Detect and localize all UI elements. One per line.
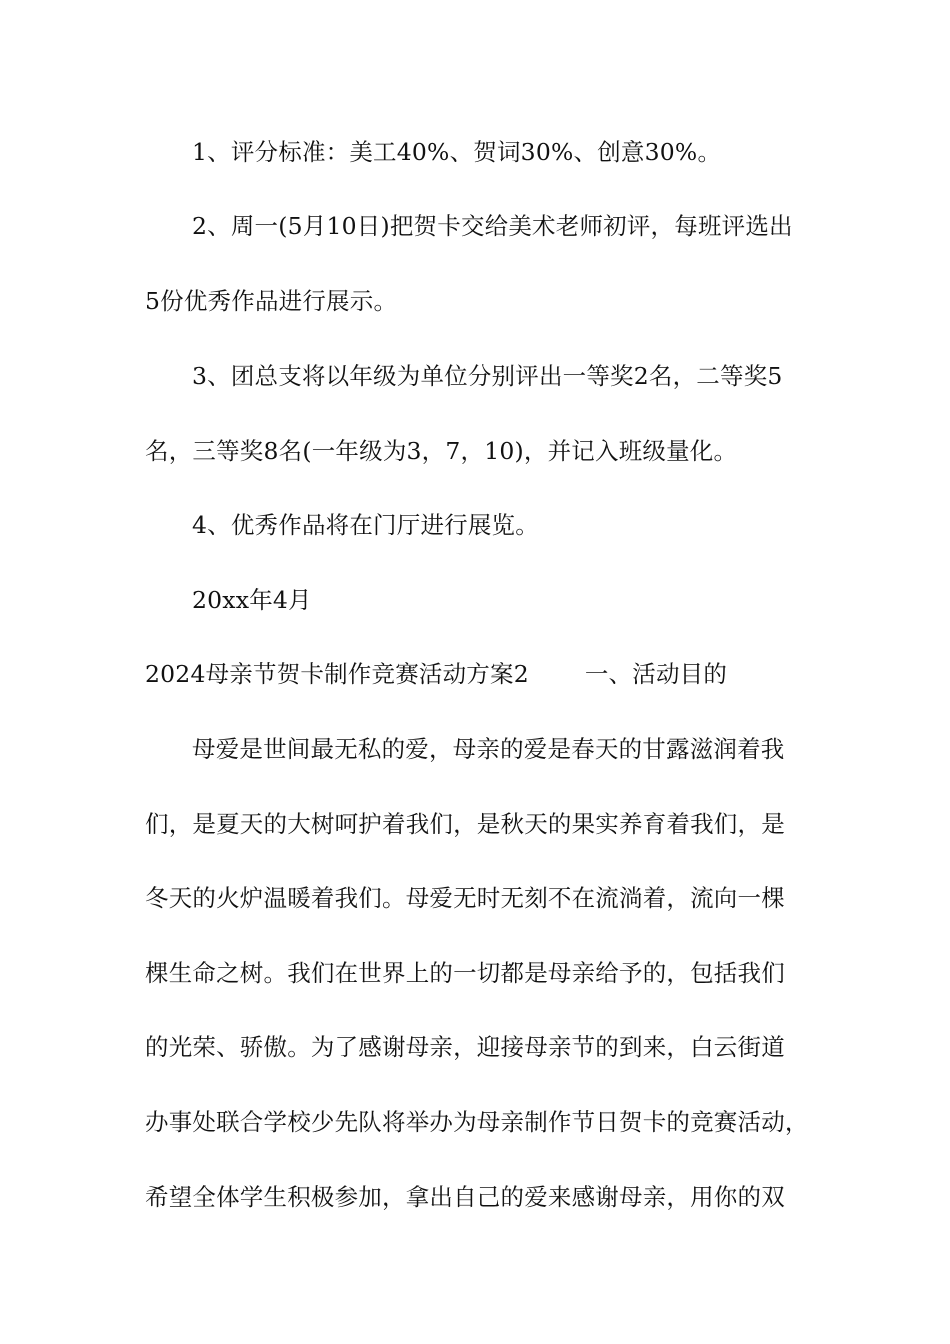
rule-item-3-line-2: 名，三等奖8名(一年级为3，7，10)，并记入班级量化。 (145, 437, 738, 465)
body-line-1: 母爱是世间最无私的爱，母亲的爱是春天的甘露滋润着我 (192, 735, 785, 763)
body-line-5: 的光荣、骄傲。为了感谢母亲，迎接母亲节的到来，白云街道 (145, 1033, 785, 1061)
body-line-7: 希望全体学生积极参加，拿出自己的爱来感谢母亲，用你的双 (145, 1183, 785, 1211)
body-line-6: 办事处联合学校少先队将举办为母亲制作节日贺卡的竞赛活动， (145, 1108, 809, 1136)
rule-item-2-line-1: 2、周一(5月10日)把贺卡交给美术老师初评，每班评选出 (192, 212, 793, 240)
body-line-2: 们，是夏天的大树呵护着我们，是秋天的果实养育着我们，是 (145, 810, 785, 838)
rule-item-1: 1、评分标准：美工40%、贺词30%、创意30%。 (192, 138, 722, 166)
section-subheading: 一、活动目的 (584, 660, 728, 688)
body-line-4: 棵生命之树。我们在世界上的一切都是母亲给予的，包括我们 (145, 959, 785, 987)
section-heading-row (145, 659, 825, 689)
rule-item-2-line-2: 5份优秀作品进行展示。 (145, 287, 398, 315)
rule-item-3-line-1: 3、团总支将以年级为单位分别评出一等奖2名，二等奖5 (192, 362, 783, 390)
rule-item-4: 4、优秀作品将在门厅进行展览。 (192, 511, 539, 539)
section-title: 2024母亲节贺卡制作竞赛活动方案2 (145, 660, 529, 688)
body-line-3: 冬天的火炉温暖着我们。母爱无时无刻不在流淌着，流向一棵 (145, 884, 785, 912)
document-date: 20xx年4月 (192, 586, 312, 614)
